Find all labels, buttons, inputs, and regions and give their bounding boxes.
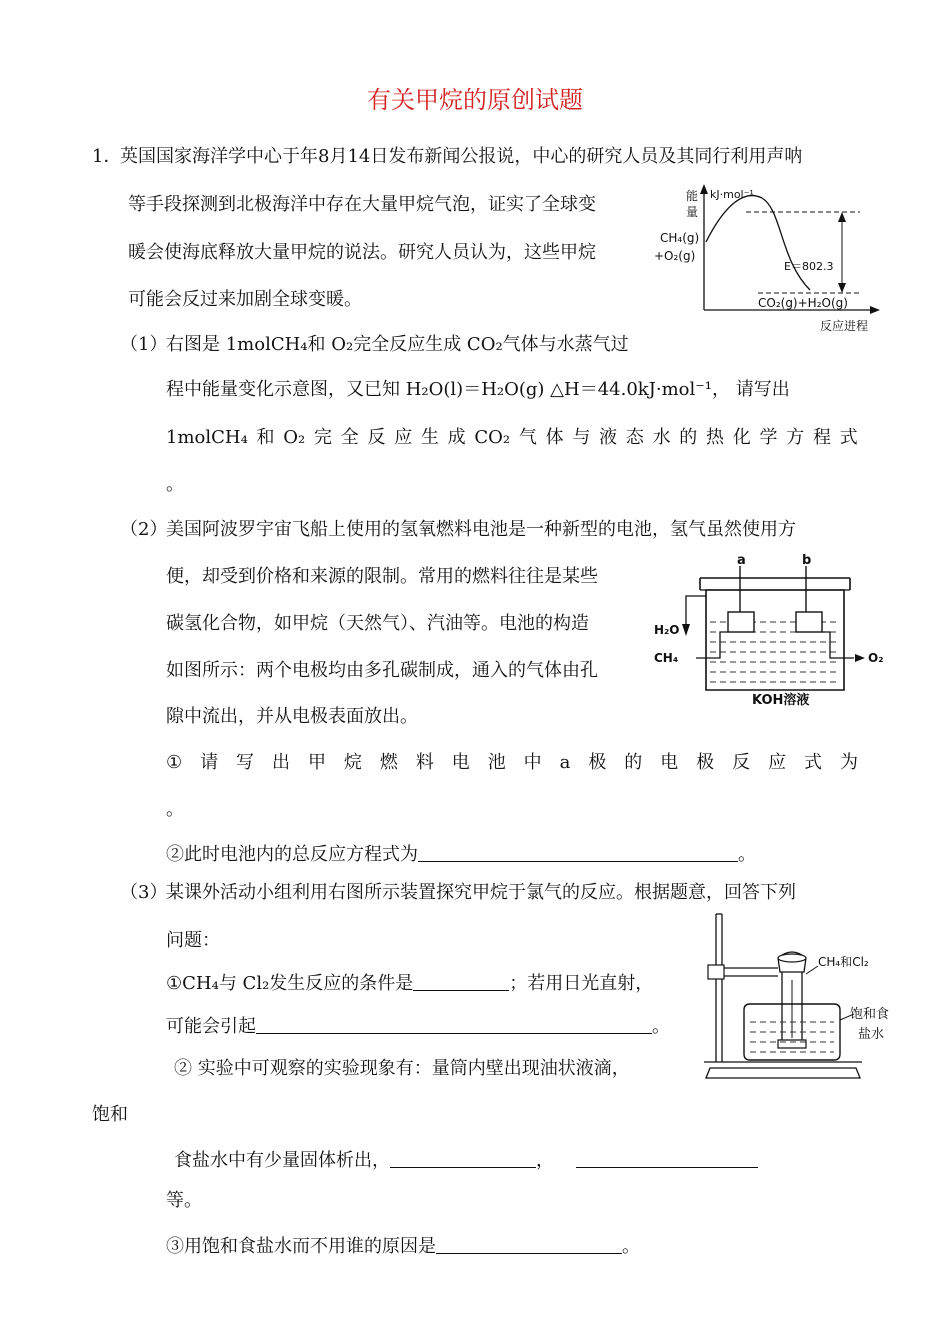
part3-q2-line3 xyxy=(174,1150,758,1172)
brine-label-1: 饱和食 xyxy=(850,1007,890,1022)
part1-line3-char: 生 xyxy=(420,427,439,448)
energy-value: E＝802.3 xyxy=(784,260,834,273)
q1-line4: 可能会反过来加剧全球变暖。 xyxy=(128,289,362,310)
part3-q1-line1 xyxy=(166,973,653,995)
electrode-b xyxy=(796,612,822,632)
y-axis-arrow xyxy=(700,184,708,194)
electrode-a-label: a xyxy=(737,553,746,568)
x-axis-label: 反应进程 xyxy=(820,319,869,333)
products-label: CO₂(g)+H₂O(g) xyxy=(758,296,848,310)
part1-line3-char: 和 xyxy=(256,427,275,448)
water-arrow xyxy=(682,624,690,636)
energy-curve xyxy=(706,196,810,290)
part1-line3-char: 气 xyxy=(518,427,537,448)
part2-question1-char: 电 xyxy=(660,752,679,773)
part1-line3-char: 与 xyxy=(572,427,591,448)
electrode-b-label: b xyxy=(802,553,812,568)
part3-q3-text: ③用饱和食盐水而不用谁的原因是 xyxy=(166,1236,436,1257)
part3-q2-line4: 等。 xyxy=(166,1190,202,1211)
part1-line3-char: 水 xyxy=(652,427,671,448)
part1-line3-char: 液 xyxy=(599,427,618,448)
part1-line3-char: 态 xyxy=(625,427,644,448)
part2-question1-char: 的 xyxy=(624,752,643,773)
part1-line3-char: 成 xyxy=(447,427,466,448)
unit-label: kJ·mol⁻¹ xyxy=(710,188,754,201)
part2-line3: 碳氢化合物，如甲烷（天然气）、汽油等。电池的构造 xyxy=(166,613,589,634)
part3-q3 xyxy=(166,1236,640,1258)
part2-line5: 隙中流出，并从电极表面放出。 xyxy=(166,706,418,727)
part2-line2: 便，却受到价格和来源的限制。常用的燃料往往是某些 xyxy=(166,566,598,587)
part3-q1-end: 。 xyxy=(652,1016,670,1037)
part3-line1: 某课外活动小组利用右图所示装置探究甲烷于氯气的反应。根据题意，回答下列 xyxy=(166,882,796,903)
answer-blank[interactable] xyxy=(413,974,509,991)
oxygen-pipe xyxy=(822,632,854,658)
part1-line3-char: 程 xyxy=(812,427,831,448)
part2-question1-char: 写 xyxy=(236,752,255,773)
arrow-head-up xyxy=(838,212,846,222)
q1-line1: 英国国家海洋学中心于年8月14日发布新闻公报说，中心的研究人员及其同行利用声呐 xyxy=(120,146,803,167)
part2-label: （2） xyxy=(120,519,168,540)
q1-line2: 等手段探测到北极海洋中存在大量甲烷气泡，证实了全球变 xyxy=(128,194,596,215)
part1-line3-char: 体 xyxy=(545,427,564,448)
part2-question1-char: 烷 xyxy=(343,752,362,773)
part3-q1-text2: ；若用日光直射， xyxy=(509,973,654,994)
part3-q1-text3: 可能会引起 xyxy=(166,1016,256,1037)
part3-q2-comma: ， xyxy=(536,1150,554,1171)
part1-line3-char: 式 xyxy=(839,427,858,448)
part2-question1-char: 甲 xyxy=(307,752,326,773)
part2-question1-char: 为 xyxy=(839,752,858,773)
water-label: H₂O xyxy=(654,623,680,637)
part1-line3-char: CO₂ xyxy=(474,427,511,448)
part2-question1-char: a xyxy=(559,752,571,773)
part1-line4: 。 xyxy=(166,474,184,495)
part3-line2: 问题： xyxy=(166,930,220,951)
part1-line3 xyxy=(166,427,858,449)
part2-question1-char: 出 xyxy=(272,752,290,773)
q1-line3: 暖会使海底释放大量甲烷的说法。研究人员认为，这些甲烷 xyxy=(128,242,596,263)
part2-question2-text: ②此时电池内的总反应方程式为 xyxy=(166,844,418,865)
oxygen-arrow xyxy=(855,654,865,662)
part2-question1-char: 反 xyxy=(732,752,751,773)
part2-question1-char: 中 xyxy=(523,752,542,773)
part2-question1-char: 料 xyxy=(415,752,434,773)
x-axis-arrow xyxy=(870,306,880,314)
part1-line3-char: 化 xyxy=(732,427,751,448)
part3-q1-line2 xyxy=(166,1016,670,1038)
apparatus-diagram xyxy=(700,910,910,1082)
part2-question1-char: 请 xyxy=(200,752,219,773)
y-axis-label-2: 量 xyxy=(686,205,699,219)
answer-blank[interactable] xyxy=(390,1151,536,1168)
part1-line2: 程中能量变化示意图，又已知 H₂O(l)＝H₂O(g) △H＝44.0kJ·mol⁻¹， 请写出 xyxy=(166,379,790,400)
part1-line3-char: 1molCH₄ xyxy=(166,427,248,448)
methane-pipe xyxy=(696,632,728,658)
part2-question1-char: 极 xyxy=(588,752,607,773)
part1-line3-char: 全 xyxy=(340,427,359,448)
stand-base xyxy=(706,1068,860,1078)
part2-question1-char: 池 xyxy=(487,752,506,773)
page-title: 有关甲烷的原创试题 xyxy=(367,86,583,114)
part3-q1-text: ①CH₄与 Cl₂发生反应的条件是 xyxy=(166,973,414,994)
y-axis-label-1: 能 xyxy=(686,189,699,203)
part2-question1-char: ① xyxy=(166,752,183,773)
energy-diagram xyxy=(650,180,890,340)
part2-question1-char: 极 xyxy=(696,752,715,773)
part3-q3-end: 。 xyxy=(622,1236,640,1257)
part3-q2-text: 食盐水中有少量固体析出， xyxy=(174,1150,390,1171)
part2-question1-char: 应 xyxy=(768,752,787,773)
part1-label: （1） xyxy=(120,334,168,355)
part3-q2-line1: ② 实验中可观察的实验现象有：量筒内壁出现油状液滴， xyxy=(174,1058,630,1079)
brine-label-2: 盐水 xyxy=(858,1027,885,1042)
part1-line3-char: 应 xyxy=(394,427,413,448)
fuel-cell-diagram xyxy=(650,552,900,712)
answer-blank[interactable] xyxy=(256,1017,652,1034)
reactants-label: CH₄(g) xyxy=(660,231,700,245)
oxygen-label: O₂ xyxy=(868,651,884,665)
part3-label: （3） xyxy=(120,882,168,903)
part1-line1: 右图是 1molCH₄和 O₂完全反应生成 CO₂气体与水蒸气过 xyxy=(166,334,629,355)
solution-label: KOH溶液 xyxy=(752,693,810,708)
part1-line3-char: O₂ xyxy=(283,427,306,448)
clamp-boss xyxy=(708,965,724,979)
cell-container xyxy=(706,590,844,690)
answer-blank[interactable] xyxy=(436,1237,622,1254)
part1-line3-char: 的 xyxy=(679,427,698,448)
arrow-head-down xyxy=(838,283,846,293)
part1-line3-char: 反 xyxy=(367,427,386,448)
part2-question2-end: 。 xyxy=(738,844,756,865)
part2-question1-end: 。 xyxy=(166,799,184,820)
electrode-a xyxy=(728,612,754,632)
methane-label: CH₄ xyxy=(654,651,679,665)
q1-number: 1． xyxy=(92,146,122,167)
part2-question1-char: 燃 xyxy=(379,752,398,773)
part2-question2 xyxy=(166,844,756,866)
part2-question1 xyxy=(166,752,858,774)
reactants-label-2: +O₂(g) xyxy=(654,249,696,263)
gas-label: CH₄和Cl₂ xyxy=(818,955,869,969)
part1-line3-char: 方 xyxy=(786,427,805,448)
answer-blank[interactable] xyxy=(576,1151,758,1168)
part1-line3-char: 学 xyxy=(759,427,778,448)
part2-line1: 美国阿波罗宇宙飞船上使用的氢氧燃料电池是一种新型的电池，氢气虽然使用方 xyxy=(166,519,796,540)
part2-question1-char: 式 xyxy=(804,752,823,773)
part3-q2-line2: 饱和 xyxy=(92,1104,128,1125)
part1-line3-char: 热 xyxy=(706,427,725,448)
part2-line4: 如图所示：两个电极均由多孔碳制成，通入的气体由孔 xyxy=(166,660,598,681)
part2-question1-char: 电 xyxy=(451,752,470,773)
answer-blank[interactable] xyxy=(418,845,738,862)
gas-leader xyxy=(806,966,818,974)
part1-line3-char: 完 xyxy=(314,427,332,448)
